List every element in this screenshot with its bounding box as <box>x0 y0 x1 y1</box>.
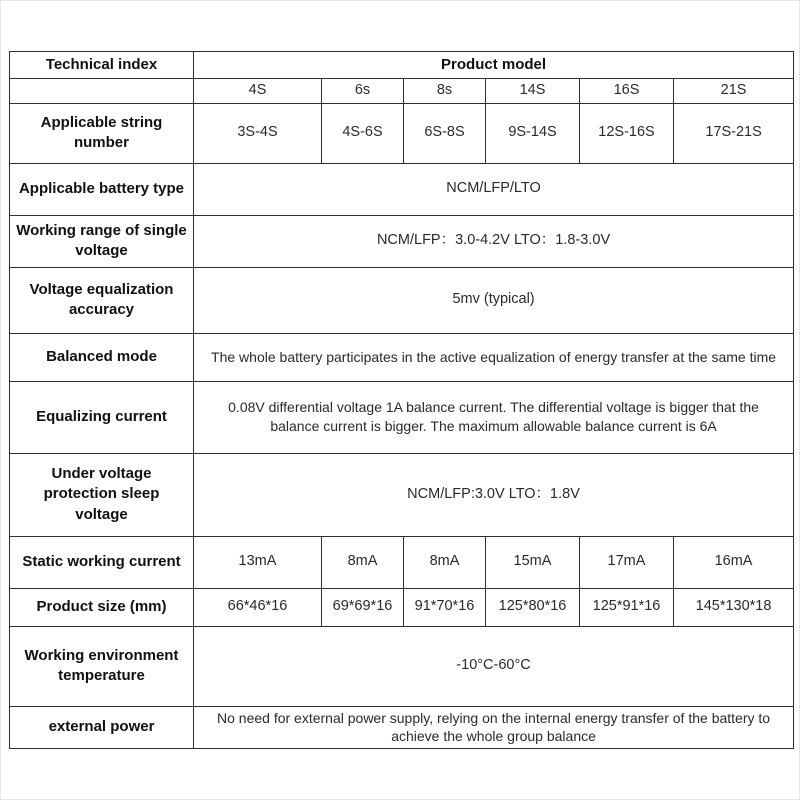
string-number-14s: 9S-14S <box>486 103 580 163</box>
row-accuracy <box>10 267 794 333</box>
external-power-value: No need for external power supply, relying on the internal energy transfer of the battery to achieve the whole group balance <box>194 706 794 749</box>
row-label-equalizing-current: Equalizing current <box>10 381 194 453</box>
product-size-4s: 66*46*16 <box>194 588 322 626</box>
row-label-static-current: Static working current <box>10 536 194 588</box>
string-number-21s: 17S-21S <box>674 103 794 163</box>
working-range-value: NCM/LFP：3.0-4.2V LTO：1.8-3.0V <box>194 215 794 267</box>
model-row <box>10 79 794 104</box>
product-size-14s: 125*80*16 <box>486 588 580 626</box>
row-working-range <box>10 215 794 267</box>
row-equalizing-current <box>10 381 794 453</box>
under-voltage-value: NCM/LFP:3.0V LTO：1.8V <box>194 453 794 536</box>
header-row <box>10 52 794 79</box>
battery-type-value: NCM/LFP/LTO <box>194 163 794 215</box>
string-number-6s: 4S-6S <box>322 103 404 163</box>
static-current-16s: 17mA <box>580 536 674 588</box>
row-static-current <box>10 536 794 588</box>
model-6s: 6s <box>322 79 404 104</box>
row-balanced-mode <box>10 333 794 381</box>
product-size-8s: 91*70*16 <box>404 588 486 626</box>
header-technical-index: Technical index <box>10 52 194 79</box>
static-current-21s: 16mA <box>674 536 794 588</box>
static-current-4s: 13mA <box>194 536 322 588</box>
working-temp-value: -10°C-60°C <box>194 626 794 706</box>
row-label-accuracy: Voltage equalization accuracy <box>10 267 194 333</box>
model-21s: 21S <box>674 79 794 104</box>
row-label-string-number: Applicable string number <box>10 103 194 163</box>
equalizing-current-value: 0.08V differential voltage 1A balance current. The differential voltage is bigger that the balance current is bigger. The maximum allowable balance current is 6A <box>194 381 794 453</box>
model-16s: 16S <box>580 79 674 104</box>
accuracy-value: 5mv (typical) <box>194 267 794 333</box>
static-current-6s: 8mA <box>322 536 404 588</box>
header-product-model: Product model <box>194 52 794 79</box>
string-number-16s: 12S-16S <box>580 103 674 163</box>
model-4s: 4S <box>194 79 322 104</box>
product-size-21s: 145*130*18 <box>674 588 794 626</box>
row-under-voltage <box>10 453 794 536</box>
row-battery-type <box>10 163 794 215</box>
string-number-8s: 6S-8S <box>404 103 486 163</box>
row-label-external-power: external power <box>10 706 194 749</box>
row-label-under-voltage: Under voltage protection sleep voltage <box>10 453 194 536</box>
spec-table <box>9 51 794 749</box>
static-current-14s: 15mA <box>486 536 580 588</box>
row-label-battery-type: Applicable battery type <box>10 163 194 215</box>
string-number-4s: 3S-4S <box>194 103 322 163</box>
row-working-temp <box>10 626 794 706</box>
model-8s: 8s <box>404 79 486 104</box>
model-row-empty-cell <box>10 79 194 104</box>
row-label-working-range: Working range of single voltage <box>10 215 194 267</box>
row-external-power <box>10 706 794 749</box>
row-product-size <box>10 588 794 626</box>
balanced-mode-value: The whole battery participates in the active equalization of energy transfer at the same time <box>194 333 794 381</box>
row-label-working-temp: Working environment temperature <box>10 626 194 706</box>
product-size-6s: 69*69*16 <box>322 588 404 626</box>
static-current-8s: 8mA <box>404 536 486 588</box>
product-size-16s: 125*91*16 <box>580 588 674 626</box>
row-label-balanced-mode: Balanced mode <box>10 333 194 381</box>
model-14s: 14S <box>486 79 580 104</box>
row-string-number <box>10 103 794 163</box>
row-label-product-size: Product size (mm) <box>10 588 194 626</box>
